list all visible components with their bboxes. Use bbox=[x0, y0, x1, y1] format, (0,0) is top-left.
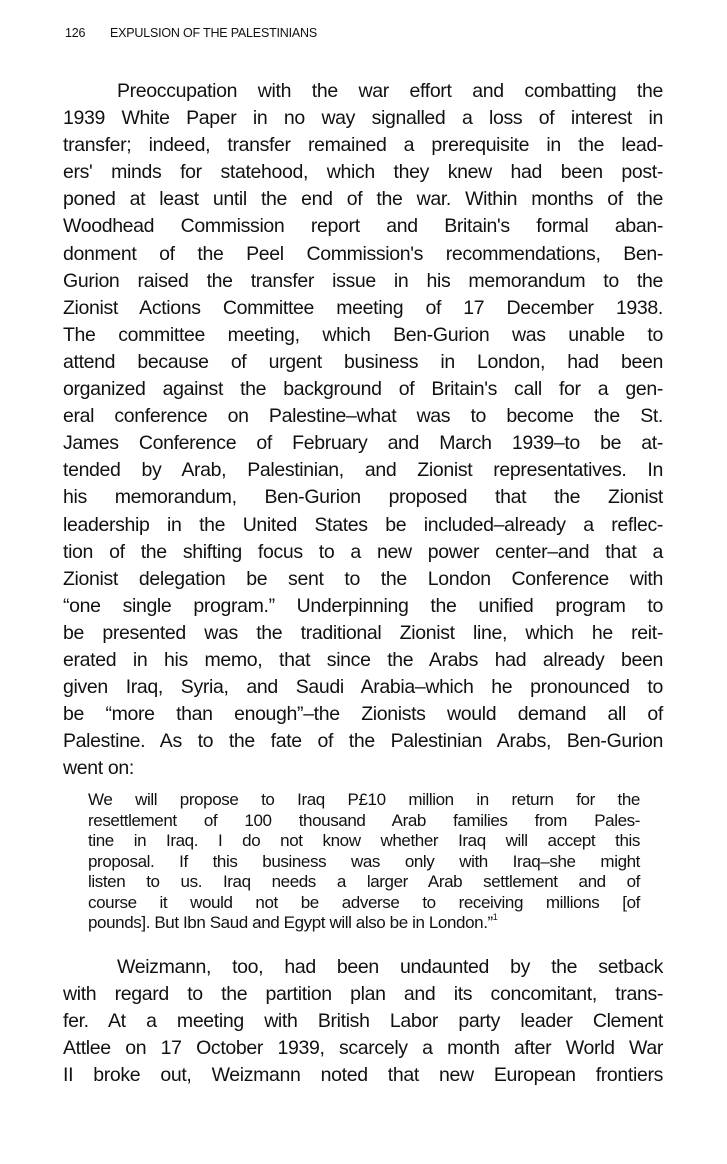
text-line: Weizmann, too, had been undaunted by the setback bbox=[117, 956, 663, 978]
text-line: eral conference on Palestine–what was to become the St. bbox=[63, 405, 663, 428]
paragraph-1 bbox=[63, 78, 663, 782]
paragraph-2 bbox=[63, 954, 663, 1089]
quote-line: We will propose to Iraq P£10 million in return for the bbox=[88, 790, 640, 809]
text-line: 1939 White Paper in no way signalled a loss of interest in bbox=[63, 107, 663, 130]
text-line: “one single program.” Underpinning the unified program to bbox=[63, 594, 663, 617]
running-header bbox=[65, 26, 317, 40]
text-line: with regard to the partition plan and its concomitant, trans- bbox=[63, 983, 663, 1006]
quote-line: resettlement of 100 thousand Arab families from Pales- bbox=[88, 810, 640, 830]
quote-line: listen to us. Iraq needs a larger Arab settlement and of bbox=[88, 872, 640, 891]
text-line: be presented was the traditional Zionist line, which he reit- bbox=[63, 621, 663, 644]
text-line: Palestine. As to the fate of the Palestinian Arabs, Ben-Gurion bbox=[63, 730, 663, 753]
quote-last-line bbox=[88, 913, 640, 934]
text-line: James Conference of February and March 1939–to be at- bbox=[63, 432, 663, 455]
footnote-marker[interactable]: 1 bbox=[492, 912, 498, 922]
text-line: be “more than enough”–the Zionists would demand all of bbox=[63, 703, 663, 726]
text-line: went on: bbox=[63, 757, 134, 780]
text-line: Attlee on 17 October 1939, scarcely a month after World War bbox=[63, 1037, 663, 1060]
running-title: EXPULSION OF THE PALESTINIANS bbox=[110, 26, 317, 40]
quote-line: proposal. If this business was only with Iraq–she might bbox=[88, 851, 640, 871]
text-line: his memorandum, Ben-Gurion proposed that the Zionist bbox=[63, 486, 663, 509]
text-line: Woodhead Commission report and Britain's formal aban- bbox=[63, 215, 663, 238]
text-line: given Iraq, Syria, and Saudi Arabia–which he pronounced to bbox=[63, 676, 663, 699]
text-line: tended by Arab, Palestinian, and Zionist representatives. In bbox=[63, 459, 663, 482]
text-line: ers' minds for statehood, which they knew had been post- bbox=[63, 161, 663, 184]
text-line: fer. At a meeting with British Labor party leader Clement bbox=[63, 1010, 663, 1033]
text-line: Zionist delegation be sent to the London Conference with bbox=[63, 567, 663, 590]
quote-line: course it would not be adverse to receiving millions [of bbox=[88, 892, 640, 912]
text-line: organized against the background of Britain's call for a gen- bbox=[63, 378, 663, 401]
block-quote bbox=[88, 790, 640, 934]
text-line: leadership in the United States be included–already a reflec- bbox=[63, 513, 663, 536]
page-number: 126 bbox=[65, 26, 86, 40]
text-line: erated in his memo, that since the Arabs had already been bbox=[63, 648, 663, 671]
quote-line: tine in Iraq. I do not know whether Iraq will accept this bbox=[88, 831, 640, 850]
text-line: The committee meeting, which Ben-Gurion was unable to bbox=[63, 323, 663, 346]
text-line: Gurion raised the transfer issue in his memorandum to the bbox=[63, 269, 663, 292]
text-line: tion of the shifting focus to a new power center–and that a bbox=[63, 540, 663, 563]
text-line: II broke out, Weizmann noted that new European frontiers bbox=[63, 1064, 663, 1087]
text-line: poned at least until the end of the war. Within months of the bbox=[63, 188, 663, 211]
text-line: attend because of urgent business in London, had been bbox=[63, 350, 663, 373]
text-line: donment of the Peel Commission's recommendations, Ben- bbox=[63, 242, 663, 265]
text-line: Zionist Actions Committee meeting of 17 December 1938. bbox=[63, 296, 663, 319]
quote-line-text: pounds]. But Ibn Saud and Egypt will also be in London.” bbox=[88, 913, 493, 932]
text-line: transfer; indeed, transfer remained a prerequisite in the lead- bbox=[63, 134, 663, 157]
text-line: Preoccupation with the war effort and combatting the bbox=[117, 80, 663, 102]
